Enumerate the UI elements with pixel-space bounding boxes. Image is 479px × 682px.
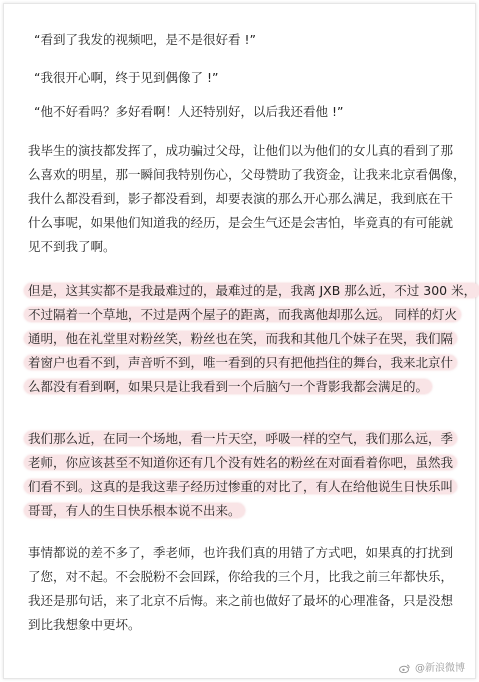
paragraph-4-line: 到比我想象中更坏。 [28, 617, 141, 632]
highlighted-line: 我们那么近，在同一个场地，看一片天空，呼吸一样的空气，我们那么远，季 [24, 431, 457, 446]
highlighted-line: 老师，你应该甚至不知道你还有几个没有姓名的粉丝在对面看着你吧，虽然我 [24, 455, 457, 470]
paragraph-1-line: 我毕生的演技都发挥了，成功骗过父母，让他们以为他们的女儿真的看到了那 [28, 143, 454, 158]
highlighted-line: 通明，他在礼堂里对粉丝笑，粉丝也在笑，而我和其他几个妹子在哭，我们隔 [24, 331, 457, 346]
highlighted-line: 哥哥，有人的生日快乐根本说不出来。 [24, 503, 245, 518]
highlighted-line: 但是，这其实都不是我最难过的，最难过的是，我离 JXB 那么近，不过 300 米， [24, 283, 479, 298]
weibo-logo-icon [399, 664, 410, 673]
paragraph-4-line: 事情都说的差不多了，季老师，也许我们真的用错了方式吧，如果真的打扰到 [28, 545, 454, 560]
highlighted-line: 们看不到。这真的是我这辈子经历过惨重的对比了，有人在给他说生日快乐叫 [24, 479, 457, 494]
paragraph-1-line: 见不到我了啊。 [28, 239, 116, 254]
paragraph-1 [28, 139, 466, 259]
paragraph-2-highlighted [28, 279, 479, 399]
paragraph-1-line: 么喜欢的明星，那一瞬间我特别伤心，父母赞助了我资金，让我来北京看偶像， [28, 167, 466, 182]
highlighted-line: 不过隔着一个草地，不过是两个屋子的距离，而我离他却那么远。 同样的灯火 [24, 307, 461, 322]
highlighted-line: 么都没有看到啊，如果只是让我看到一个后脑勺一个背影我都会满足的。 [24, 379, 432, 394]
paragraph-4-line: 了您，对不起。不会脱粉不会回踩，你给我的三个月，比我之前三年都快乐， [28, 569, 454, 584]
watermark-text: @新浪微博 [415, 663, 465, 674]
highlighted-line: 着窗户也看不到，声音听不到，唯一看到的只有把他挡住的舞台，我来北京什 [24, 355, 457, 370]
paragraph-3-highlighted [28, 427, 457, 523]
paragraph-1-line: 我什么都没看到，影子都没看到，却要表演的那么开心那么满足，我到底在干 [28, 191, 454, 206]
quote-3: “他不好看吗？多好看啊！人还特别好，以后我还看他 !” [34, 104, 344, 119]
paragraph-4 [28, 541, 453, 637]
quote-1: “看到了我发的视频吧，是不是很好看 !” [34, 32, 256, 47]
paragraph-4-line: 我还是那句话，来了北京不后悔。来之前也做好了最坏的心理准备，只是没想 [28, 593, 454, 608]
weibo-watermark [399, 659, 465, 674]
paragraph-1-line: 什么事呢，如果他们知道我的经历，是会生气还是会害怕，毕竟真的有可能就 [28, 215, 454, 230]
quote-2: “我很开心啊，终于见到偶像了 !” [34, 70, 219, 85]
